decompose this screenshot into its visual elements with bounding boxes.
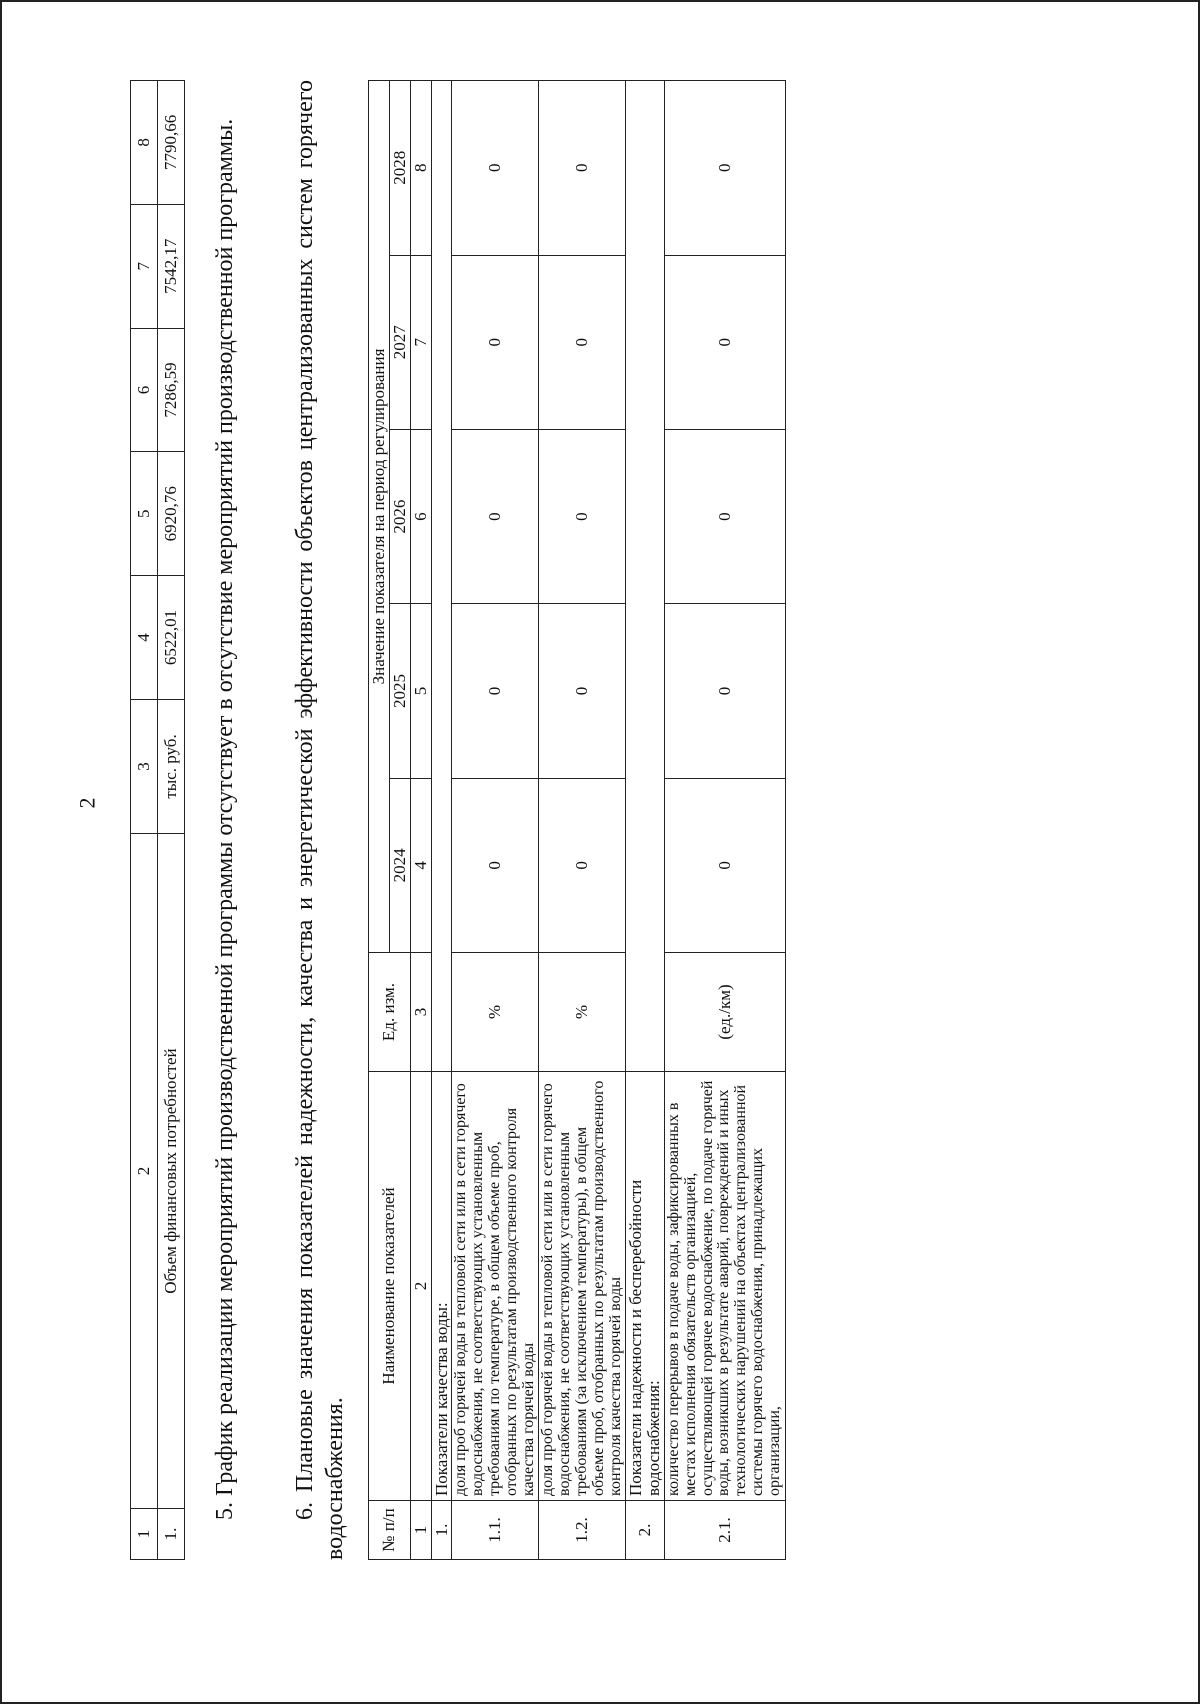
table-cell: 1 (131, 1509, 158, 1560)
row-num: 2.1. (665, 1501, 786, 1560)
section-6-text: 6. Плановые значения показателей надежности, качества и энергетической эффективности объектов централизованных систем горячего водоснабжения. (292, 80, 348, 1560)
table-cell: 6522,01 (158, 576, 185, 700)
financial-table (130, 80, 185, 1560)
value-cell: 0 (452, 604, 539, 778)
value-cell: 0 (452, 255, 539, 429)
table-cell: 7 (131, 204, 158, 328)
row-name: доля проб горячей воды в тепловой сети или в сети горячего водоснабжения, не соответствующих установленным требованиям по температуре, в общем объеме проб, отобранных по результатам производственного контроля качества горячей воды (452, 1072, 539, 1501)
table-row (410, 81, 431, 1560)
header-unit: Ед. изм. (369, 953, 411, 1072)
table-cell: 8 (131, 81, 158, 205)
table-row (131, 81, 158, 1560)
section-num: 1. (431, 1501, 452, 1560)
value-cell: 0 (539, 81, 626, 256)
header-period: Значение показателя на период регулирования (369, 81, 390, 953)
index-cell: 7 (410, 255, 431, 429)
value-cell: 0 (539, 255, 626, 429)
header-name: Наименование показателей (369, 1072, 411, 1501)
rotated-content (130, 80, 1030, 1560)
table-cell: 7790,66 (158, 81, 185, 205)
section-num: 2. (626, 1501, 665, 1560)
table-cell: 1. (158, 1509, 185, 1560)
table-cell: 2 (131, 834, 158, 1509)
table-row (665, 81, 786, 1560)
table-cell: 7286,59 (158, 328, 185, 452)
value-cell: 0 (452, 778, 539, 952)
table-cell: 6920,76 (158, 452, 185, 576)
year-cell: 2024 (389, 778, 410, 952)
table-cell: 6 (131, 328, 158, 452)
table-row (452, 81, 539, 1560)
table-row (431, 81, 452, 1560)
section-title: Показатели качества воды: (431, 1072, 452, 1501)
index-cell: 5 (410, 604, 431, 778)
value-cell: 0 (665, 604, 786, 778)
table-cell: тыс. руб. (158, 699, 185, 833)
value-cell: 0 (665, 778, 786, 952)
value-cell: 0 (452, 429, 539, 603)
year-cell: 2025 (389, 604, 410, 778)
table-cell: 7542,17 (158, 204, 185, 328)
year-cell: 2026 (389, 429, 410, 603)
row-num: 1.1. (452, 1501, 539, 1560)
index-cell: 8 (410, 81, 431, 256)
value-cell: 0 (452, 81, 539, 256)
value-cell: 0 (539, 429, 626, 603)
row-name: доля проб горячей воды в тепловой сети или в сети горячего водоснабжения, не соответствующих установленным требованиям (за исключением температуры), в общем объеме проб, отобранных по результатам производственного контроля качества горячей воды (539, 1072, 626, 1501)
value-cell: 0 (539, 604, 626, 778)
section-title: Показатели надежности и бесперебойности водоснабжения: (626, 1072, 665, 1501)
index-cell: 4 (410, 778, 431, 952)
table-row (369, 81, 390, 1560)
index-cell: 3 (410, 953, 431, 1072)
index-cell: 2 (410, 1072, 431, 1501)
indicators-table (368, 80, 786, 1560)
header-num: № п/п (369, 1501, 411, 1560)
row-unit: % (539, 953, 626, 1072)
year-cell: 2028 (389, 81, 410, 256)
table-cell: 5 (131, 452, 158, 576)
year-cell: 2027 (389, 255, 410, 429)
index-cell: 6 (410, 429, 431, 603)
row-unit: (ед./км) (665, 953, 786, 1072)
row-name: количество перерывов в подаче воды, зафиксированных в местах исполнения обязательств организацией, осуществляющей горячее водоснабжение, по подаче горячей воды, возникших в результате аварий, повреждений и иных технологических нарушений на объектах централизованной системы горячего водоснабжения, принадлежащих организации, (665, 1072, 786, 1501)
row-unit: % (452, 953, 539, 1072)
value-cell: 0 (665, 81, 786, 256)
table-cell: 4 (131, 576, 158, 700)
table-row (539, 81, 626, 1560)
value-cell: 0 (665, 255, 786, 429)
table-row (626, 81, 665, 1560)
table-cell (431, 81, 452, 1072)
value-cell: 0 (539, 778, 626, 952)
value-cell: 0 (665, 429, 786, 603)
table-cell (626, 81, 665, 1072)
row-num: 1.2. (539, 1501, 626, 1560)
index-cell: 1 (410, 1501, 431, 1560)
table-cell: Объем финансовых потребностей (158, 834, 185, 1509)
page-number: 2 (74, 797, 100, 809)
section-5-text: 5. График реализации мероприятий производственной программы отсутствует в отсутствие мероприятий производственной программы. (212, 118, 238, 1520)
table-cell: 3 (131, 699, 158, 833)
table-row (158, 81, 185, 1560)
